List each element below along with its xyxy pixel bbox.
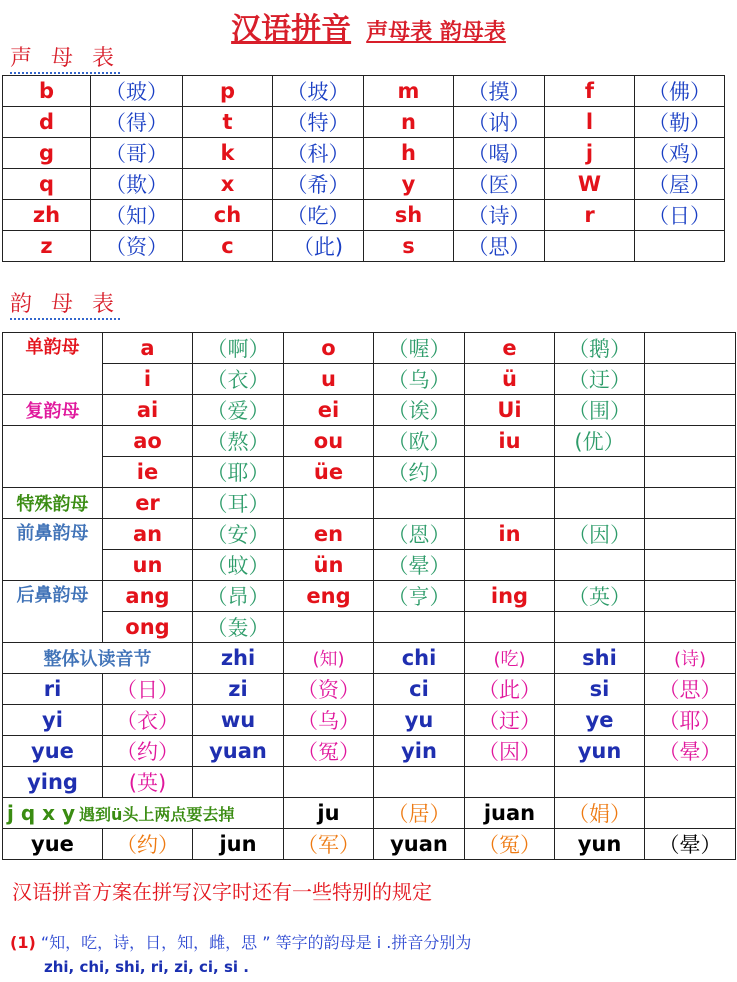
- syllable: si: [555, 673, 645, 704]
- yunmu-heading: 韵 母 表: [10, 292, 120, 320]
- final-char: （鹅）: [555, 333, 645, 364]
- final-letter: an: [103, 519, 193, 550]
- initial-char: （此): [273, 231, 364, 262]
- group-label-empty: [3, 426, 103, 488]
- initial-letter: k: [183, 138, 273, 169]
- shengmu-row: [3, 138, 725, 169]
- final-char: （轰）: [193, 612, 284, 643]
- final-letter: ang: [103, 581, 193, 612]
- syllable: [374, 766, 465, 797]
- final-letter: [465, 488, 555, 519]
- jqxy-letters: j q x y: [7, 800, 75, 825]
- syllable: ci: [374, 673, 465, 704]
- group-label-teshu: 特殊韵母: [3, 488, 103, 519]
- syllable: yuan: [374, 828, 465, 859]
- empty-cell: [645, 395, 736, 426]
- title-sub: 声母表 韵母表: [366, 20, 506, 45]
- syllable-char: （居）: [374, 797, 465, 828]
- final-char: （昂）: [193, 581, 284, 612]
- final-letter: ai: [103, 395, 193, 426]
- jqxy-text: 遇到ü头上两点要去掉: [79, 804, 235, 824]
- note-1-text: “知，吃，诗，日，知，雌，思 ” 等字的韵母是 i .拼音分别为: [40, 933, 472, 952]
- final-char: （蚊）: [193, 550, 284, 581]
- syllable-char: （冤）: [284, 735, 374, 766]
- initial-letter: zh: [3, 200, 91, 231]
- initial-char: （希）: [273, 169, 364, 200]
- empty-cell: [645, 612, 736, 643]
- final-letter: un: [103, 550, 193, 581]
- syllable: yuan: [193, 735, 284, 766]
- final-char: （衣）: [193, 364, 284, 395]
- final-char: （迂）: [555, 364, 645, 395]
- jqxy-rule: [3, 797, 284, 828]
- syllable-char: （耶）: [645, 704, 736, 735]
- final-letter: [284, 612, 374, 643]
- final-char: （围）: [555, 395, 645, 426]
- final-char: [555, 488, 645, 519]
- empty-cell: [645, 519, 736, 550]
- final-char: （英）: [555, 581, 645, 612]
- shengmu-heading: 声 母 表: [10, 46, 120, 74]
- syllable: yi: [3, 704, 103, 735]
- final-letter: ü: [465, 364, 555, 395]
- initial-letter: f: [545, 76, 635, 107]
- initial-letter: s: [364, 231, 454, 262]
- final-letter: ing: [465, 581, 555, 612]
- initial-letter: t: [183, 107, 273, 138]
- initial-letter: q: [3, 169, 91, 200]
- final-char: （耶）: [193, 457, 284, 488]
- yunmu-row: [3, 395, 736, 426]
- syllable-char: [284, 766, 374, 797]
- initial-letter: b: [3, 76, 91, 107]
- initial-char: （吃）: [273, 200, 364, 231]
- syllable: wu: [193, 704, 284, 735]
- shengmu-table: [2, 75, 725, 262]
- final-letter: er: [103, 488, 193, 519]
- final-char: （晕）: [374, 550, 465, 581]
- initial-letter: c: [183, 231, 273, 262]
- syllable-char: （娟）: [555, 797, 645, 828]
- final-char: （欧）: [374, 426, 465, 457]
- group-label-houbi: 后鼻韵母: [3, 581, 103, 643]
- final-char: （啊）: [193, 333, 284, 364]
- initial-letter: l: [545, 107, 635, 138]
- shengmu-row: [3, 200, 725, 231]
- initial-char: （哥）: [91, 138, 183, 169]
- final-char: [555, 457, 645, 488]
- note-1: [10, 930, 471, 953]
- initial-char: （特）: [273, 107, 364, 138]
- empty-cell: [645, 333, 736, 364]
- initial-char: （勒）: [635, 107, 725, 138]
- initial-char: （诗）: [454, 200, 545, 231]
- rule-text: 汉语拼音方案在拼写汉字时还有一些特别的规定: [12, 880, 432, 904]
- syllable-char: [465, 766, 555, 797]
- shengmu-row: [3, 107, 725, 138]
- group-label-danyun: 单韵母: [3, 333, 103, 395]
- group-label-fuyun: 复韵母: [3, 395, 103, 426]
- final-letter: [465, 550, 555, 581]
- initial-char: （思）: [454, 231, 545, 262]
- yunmu-row: [3, 333, 736, 364]
- final-char: （安）: [193, 519, 284, 550]
- title-main: 汉语拼音: [231, 12, 352, 47]
- syllable: ri: [3, 673, 103, 704]
- empty-cell: [645, 364, 736, 395]
- final-letter: ao: [103, 426, 193, 457]
- final-char: [374, 612, 465, 643]
- syllable: jun: [193, 828, 284, 859]
- final-letter: ei: [284, 395, 374, 426]
- final-char: （熬）: [193, 426, 284, 457]
- syllable-char: （约）: [103, 735, 193, 766]
- jqxy-row: [3, 797, 736, 828]
- final-letter: iu: [465, 426, 555, 457]
- syllable-char: （迂）: [465, 704, 555, 735]
- syllable: yun: [555, 735, 645, 766]
- final-letter: ie: [103, 457, 193, 488]
- final-char: （亨）: [374, 581, 465, 612]
- initial-letter: x: [183, 169, 273, 200]
- final-char: （喔）: [374, 333, 465, 364]
- initial-letter: j: [545, 138, 635, 169]
- initial-letter: y: [364, 169, 454, 200]
- final-letter: en: [284, 519, 374, 550]
- final-letter: ou: [284, 426, 374, 457]
- yunmu-row: [3, 581, 736, 612]
- initial-letter: d: [3, 107, 91, 138]
- empty-cell: [645, 581, 736, 612]
- final-letter: o: [284, 333, 374, 364]
- syllable: ye: [555, 704, 645, 735]
- note-1-number: (1): [10, 933, 36, 952]
- syllable-char: （晕）: [645, 735, 736, 766]
- yunmu-row: [3, 488, 736, 519]
- final-char: （爱）: [193, 395, 284, 426]
- syllable: juan: [465, 797, 555, 828]
- syllable: yu: [374, 704, 465, 735]
- initial-letter: [545, 231, 635, 262]
- syllable: chi: [374, 643, 465, 674]
- yunmu-table: [2, 332, 736, 860]
- syllable-char: （衣）: [103, 704, 193, 735]
- initial-letter: n: [364, 107, 454, 138]
- syllable: yun: [555, 828, 645, 859]
- syllable-char: (诗): [645, 643, 736, 674]
- final-char: [555, 612, 645, 643]
- final-letter: eng: [284, 581, 374, 612]
- syllable-char: (英): [103, 766, 193, 797]
- empty-cell: [645, 426, 736, 457]
- final-letter: ün: [284, 550, 374, 581]
- syllable: shi: [555, 643, 645, 674]
- syllable-char: （乌）: [284, 704, 374, 735]
- empty-cell: [645, 488, 736, 519]
- initial-char: [635, 231, 725, 262]
- initial-char: （得）: [91, 107, 183, 138]
- syllable-char: (知): [284, 643, 374, 674]
- final-letter: e: [465, 333, 555, 364]
- final-row: [3, 828, 736, 859]
- initial-letter: W: [545, 169, 635, 200]
- syllable: ju: [284, 797, 374, 828]
- syllable: zi: [193, 673, 284, 704]
- final-letter: Ui: [465, 395, 555, 426]
- initial-char: （科）: [273, 138, 364, 169]
- final-char: （耳）: [193, 488, 284, 519]
- initial-char: （佛）: [635, 76, 725, 107]
- initial-char: （摸）: [454, 76, 545, 107]
- final-char: （诶）: [374, 395, 465, 426]
- yunmu-row: [3, 519, 736, 550]
- initial-char: （鸡）: [635, 138, 725, 169]
- final-letter: a: [103, 333, 193, 364]
- syllable-char: （军）: [284, 828, 374, 859]
- initial-letter: m: [364, 76, 454, 107]
- initial-char: （知）: [91, 200, 183, 231]
- final-letter: i: [103, 364, 193, 395]
- zhengti-row: [3, 704, 736, 735]
- yunmu-row: [3, 364, 736, 395]
- initial-letter: p: [183, 76, 273, 107]
- final-letter: [465, 457, 555, 488]
- final-letter: u: [284, 364, 374, 395]
- initial-letter: h: [364, 138, 454, 169]
- syllable: yue: [3, 735, 103, 766]
- syllable: [193, 766, 284, 797]
- final-letter: ong: [103, 612, 193, 643]
- syllable-char: （冤）: [465, 828, 555, 859]
- final-letter: [465, 612, 555, 643]
- shengmu-row: [3, 231, 725, 262]
- final-char: （约）: [374, 457, 465, 488]
- initial-char: （讷）: [454, 107, 545, 138]
- syllable-char: (吃): [465, 643, 555, 674]
- initial-char: （日）: [635, 200, 725, 231]
- initial-char: （屋）: [635, 169, 725, 200]
- shengmu-row: [3, 169, 725, 200]
- group-label-qianbi: 前鼻韵母: [3, 519, 103, 581]
- yunmu-row: [3, 550, 736, 581]
- initial-char: （欺）: [91, 169, 183, 200]
- final-char: (优）: [555, 426, 645, 457]
- initial-char: （坡）: [273, 76, 364, 107]
- syllable-char: （思）: [645, 673, 736, 704]
- zhengti-header-row: [3, 643, 736, 674]
- note-2: zhi, chi, shi, ri, zi, ci, si .: [44, 958, 249, 976]
- group-label-zhengti: 整体认读音节: [3, 643, 193, 674]
- final-letter: [284, 488, 374, 519]
- syllable: yue: [3, 828, 103, 859]
- final-char: （乌）: [374, 364, 465, 395]
- syllable-char: （晕）: [645, 828, 736, 859]
- yunmu-row: [3, 612, 736, 643]
- syllable-char: （此）: [465, 673, 555, 704]
- initial-letter: r: [545, 200, 635, 231]
- syllable-char: [645, 766, 736, 797]
- initial-char: （玻）: [91, 76, 183, 107]
- final-char: [555, 550, 645, 581]
- final-char: （因）: [555, 519, 645, 550]
- final-char: （恩）: [374, 519, 465, 550]
- syllable: [555, 766, 645, 797]
- syllable: ying: [3, 766, 103, 797]
- syllable-char: （资）: [284, 673, 374, 704]
- final-letter: in: [465, 519, 555, 550]
- page-title: [0, 4, 737, 48]
- syllable-char: （约）: [103, 828, 193, 859]
- syllable-char: （因）: [465, 735, 555, 766]
- initial-letter: g: [3, 138, 91, 169]
- empty-cell: [645, 550, 736, 581]
- yunmu-row: [3, 457, 736, 488]
- zhengti-row: [3, 673, 736, 704]
- yunmu-row: [3, 426, 736, 457]
- zhengti-row: [3, 735, 736, 766]
- syllable-char: （日）: [103, 673, 193, 704]
- shengmu-row: [3, 76, 725, 107]
- initial-letter: z: [3, 231, 91, 262]
- initial-char: （喝）: [454, 138, 545, 169]
- initial-char: （医）: [454, 169, 545, 200]
- empty-cell: [645, 457, 736, 488]
- syllable: yin: [374, 735, 465, 766]
- final-letter: üe: [284, 457, 374, 488]
- zhengti-row: [3, 766, 736, 797]
- final-char: [374, 488, 465, 519]
- initial-letter: ch: [183, 200, 273, 231]
- initial-letter: sh: [364, 200, 454, 231]
- empty-cell: [645, 797, 736, 828]
- syllable: zhi: [193, 643, 284, 674]
- initial-char: （资）: [91, 231, 183, 262]
